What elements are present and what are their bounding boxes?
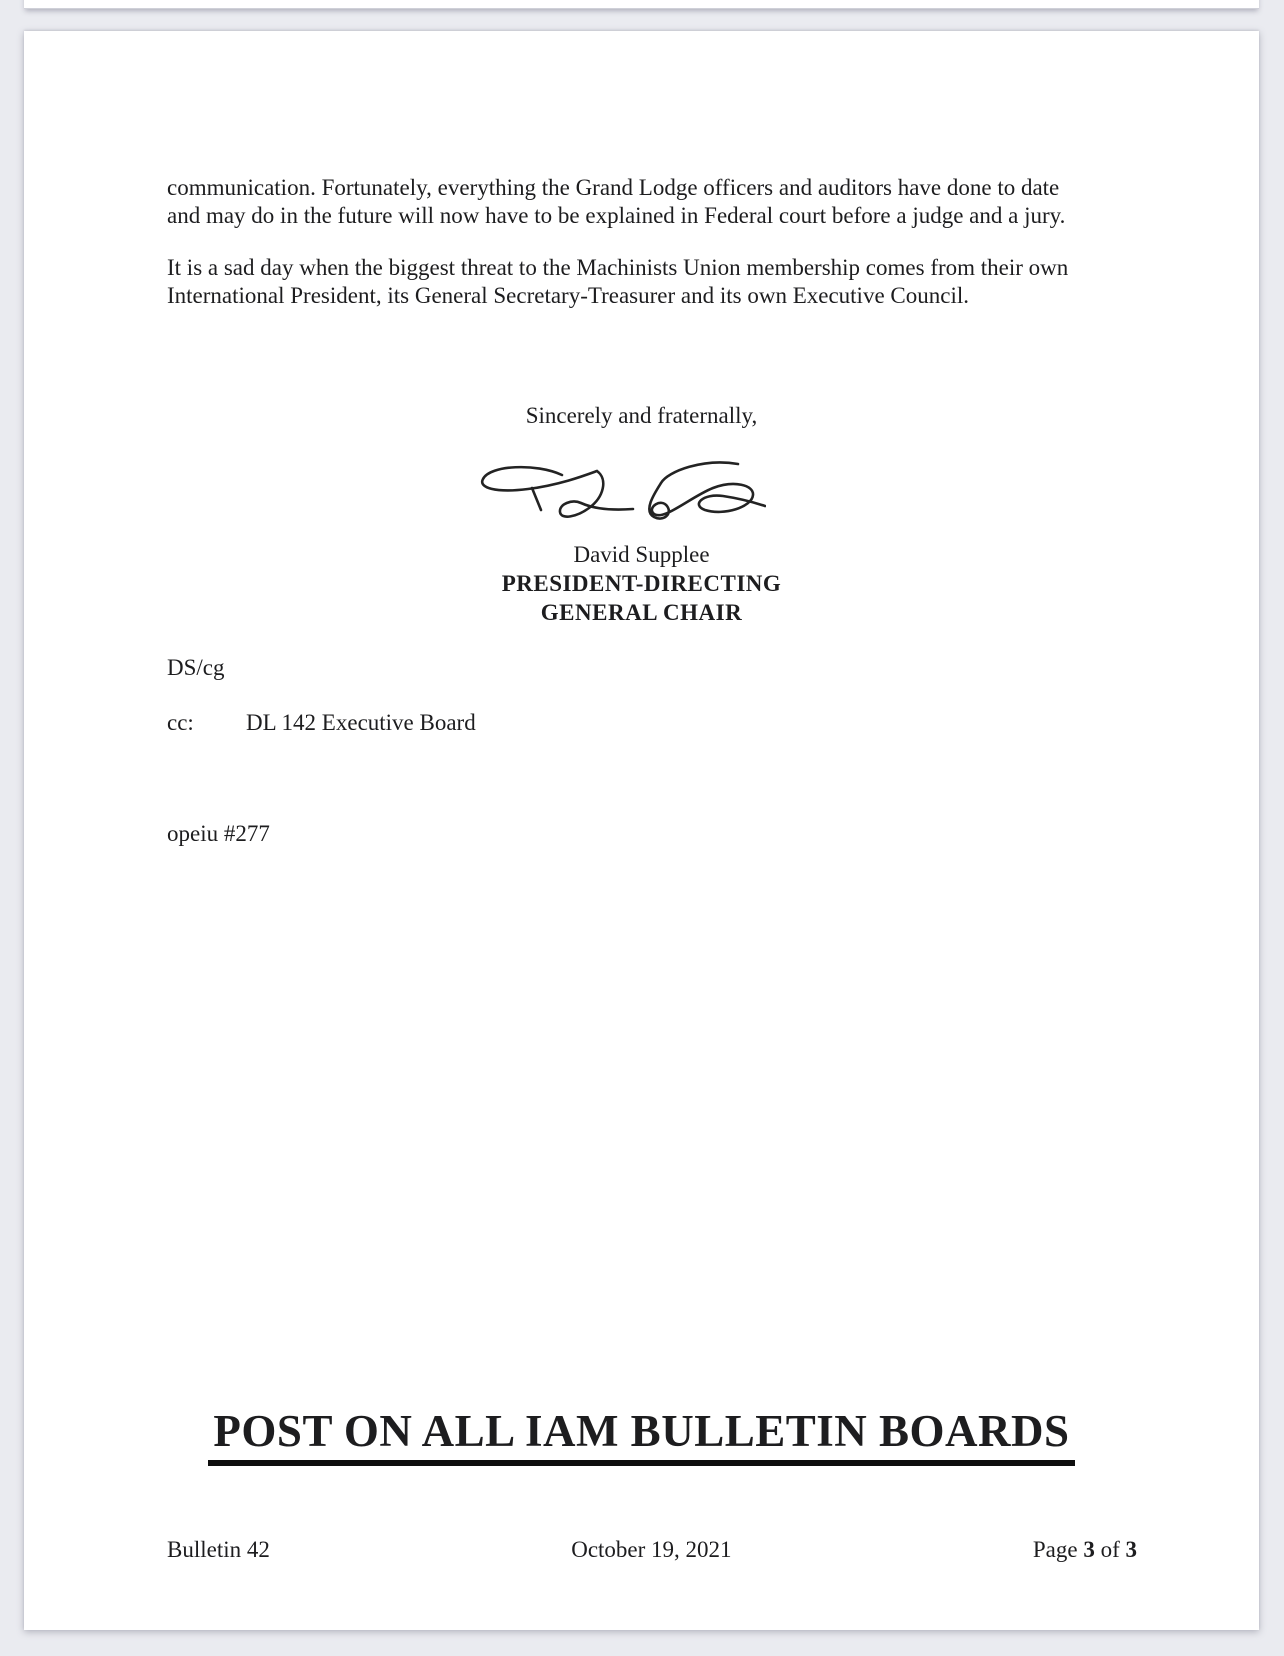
footer-page-current: 3	[1083, 1537, 1095, 1562]
closing-line: Sincerely and fraternally,	[525, 403, 758, 428]
footer-page-prefix: Page	[1032, 1537, 1078, 1562]
footer-page-of: of	[1100, 1537, 1120, 1562]
signer-name: David Supplee	[573, 542, 710, 567]
paragraph-1	[167, 174, 1065, 230]
cc-label: cc:	[167, 710, 194, 735]
letter-page	[24, 31, 1259, 1630]
cc-line	[167, 709, 476, 737]
footer-bulletin: Bulletin 42	[167, 1537, 270, 1562]
signature-block	[24, 540, 1259, 627]
opeiu-designation: opeiu #277	[167, 821, 270, 846]
paragraph-line: It is a sad day when the biggest threat to the Machinists Union membership comes from their own	[167, 255, 1069, 280]
signer-title-line-2: GENERAL CHAIR	[540, 600, 743, 625]
paragraph-line: communication. Fortunately, everything the Grand Lodge officers and auditors have done to date	[167, 175, 1060, 200]
paragraph-line: International President, its General Secretary-Treasurer and its own Executive Council.	[167, 283, 969, 308]
footer-date: October 19, 2021	[571, 1537, 732, 1562]
page-footer	[24, 1537, 1259, 1563]
previous-page-edge	[24, 0, 1259, 9]
posting-notice-wrap	[24, 1407, 1259, 1466]
footer-page-indicator	[1033, 1537, 1137, 1563]
paragraph-line: and may do in the future will now have to be explained in Federal court before a judge and a jury.	[167, 203, 1066, 228]
signature-image	[476, 461, 766, 521]
cc-value: DL 142 Executive Board	[246, 710, 476, 735]
paragraph-2	[167, 254, 1068, 310]
posting-notice: POST ON ALL IAM BULLETIN BOARDS	[208, 1407, 1074, 1466]
signer-title-line-1: PRESIDENT-DIRECTING	[501, 571, 782, 596]
typist-initials: DS/cg	[167, 655, 225, 680]
footer-page-total: 3	[1125, 1537, 1137, 1562]
